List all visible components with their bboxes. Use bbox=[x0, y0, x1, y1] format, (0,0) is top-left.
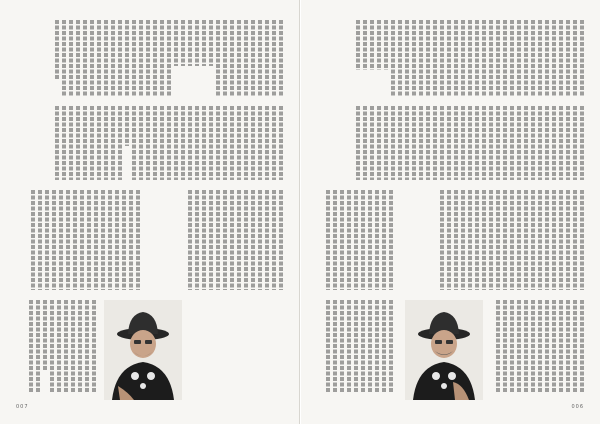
portrait-photo-right bbox=[405, 300, 483, 400]
left-lower-columns bbox=[16, 300, 96, 392]
right-lower-columns-left bbox=[317, 300, 393, 392]
portrait-photo-left bbox=[104, 300, 182, 400]
right-middle-columns bbox=[316, 106, 584, 180]
page-number-right: 006 bbox=[571, 404, 584, 410]
left-bottom-columns-right bbox=[179, 190, 283, 290]
right-bottom-columns-left bbox=[317, 190, 393, 290]
portrait-illustration-left bbox=[104, 300, 182, 400]
page-number-left: 007 bbox=[16, 404, 29, 410]
section-heading-1-lines bbox=[108, 22, 134, 82]
portrait-illustration-right bbox=[405, 300, 483, 400]
right-bottom-columns-right bbox=[434, 190, 584, 290]
right-page bbox=[300, 0, 600, 424]
right-top-columns bbox=[316, 20, 584, 96]
left-middle-columns bbox=[15, 106, 283, 180]
left-top-columns bbox=[15, 20, 283, 96]
right-lower-columns-right bbox=[484, 300, 584, 392]
left-bottom-columns-left bbox=[16, 190, 140, 290]
